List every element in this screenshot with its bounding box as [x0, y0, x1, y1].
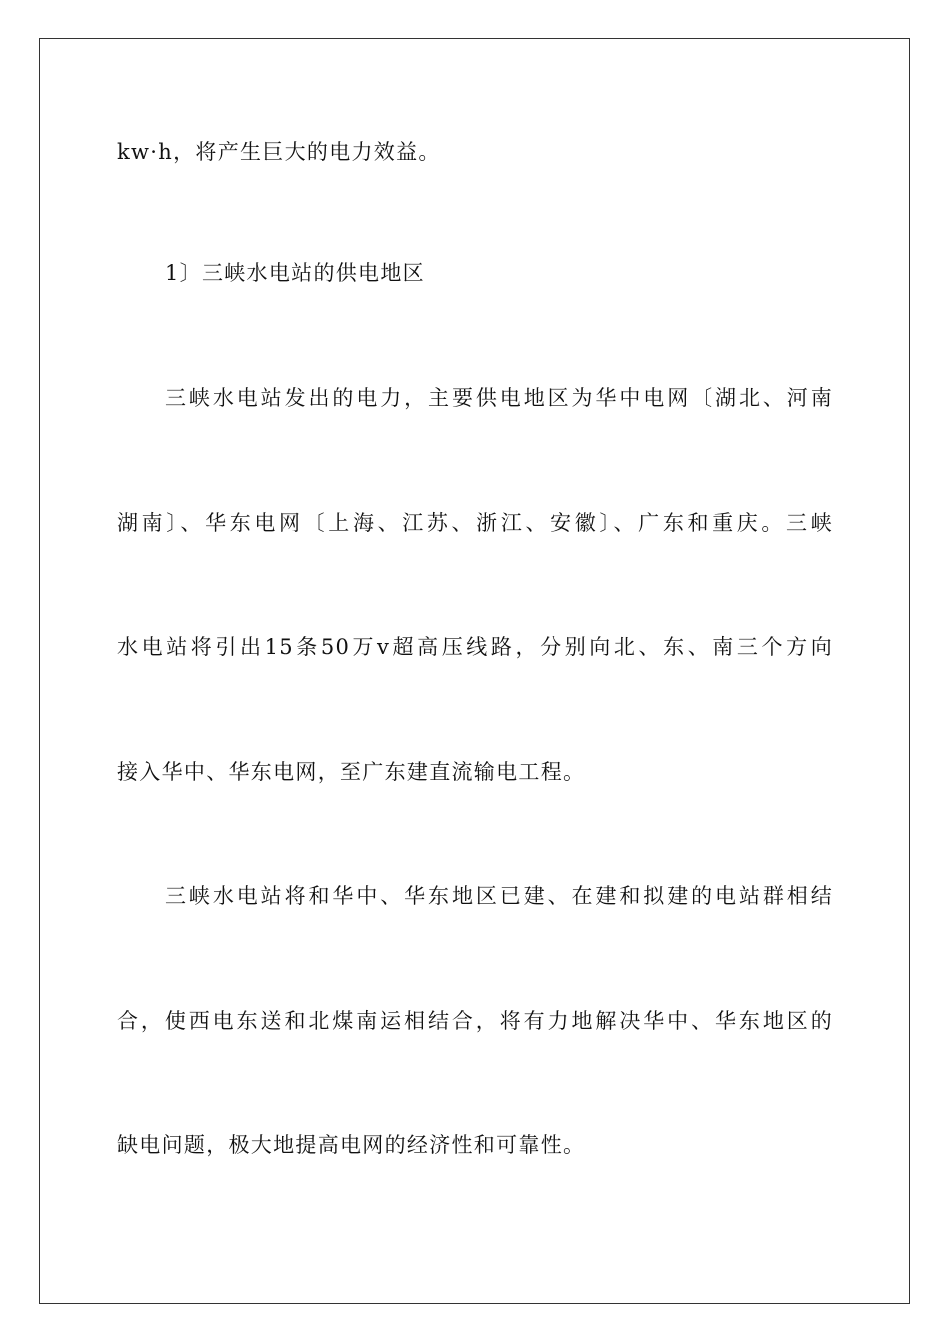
page-border	[39, 38, 910, 1304]
paragraph-1-line-1: 三峡水电站发出的电力，主要供电地区为华中电网〔湖北、河南	[165, 386, 833, 410]
section-heading: 1〕三峡水电站的供电地区	[165, 261, 425, 285]
paragraph-1-line-2: 湖南〕、华东电网〔上海、江苏、浙江、安徽〕、广东和重庆。三峡	[117, 511, 833, 535]
paragraph-2-line-2: 合，使西电东送和北煤南运相结合，将有力地解决华中、华东地区的	[117, 1009, 833, 1033]
paragraph-1-line-3: 水电站将引出15条50万v超高压线路，分别向北、东、南三个方向	[117, 635, 833, 659]
paragraph-2-line-1: 三峡水电站将和华中、华东地区已建、在建和拟建的电站群相结	[165, 884, 833, 908]
paragraph-2-line-3: 缺电问题，极大地提高电网的经济性和可靠性。	[117, 1133, 586, 1157]
text-line-1: kw·h，将产生巨大的电力效益。	[117, 140, 441, 164]
paragraph-1-line-4: 接入华中、华东电网，至广东建直流输电工程。	[117, 760, 586, 784]
